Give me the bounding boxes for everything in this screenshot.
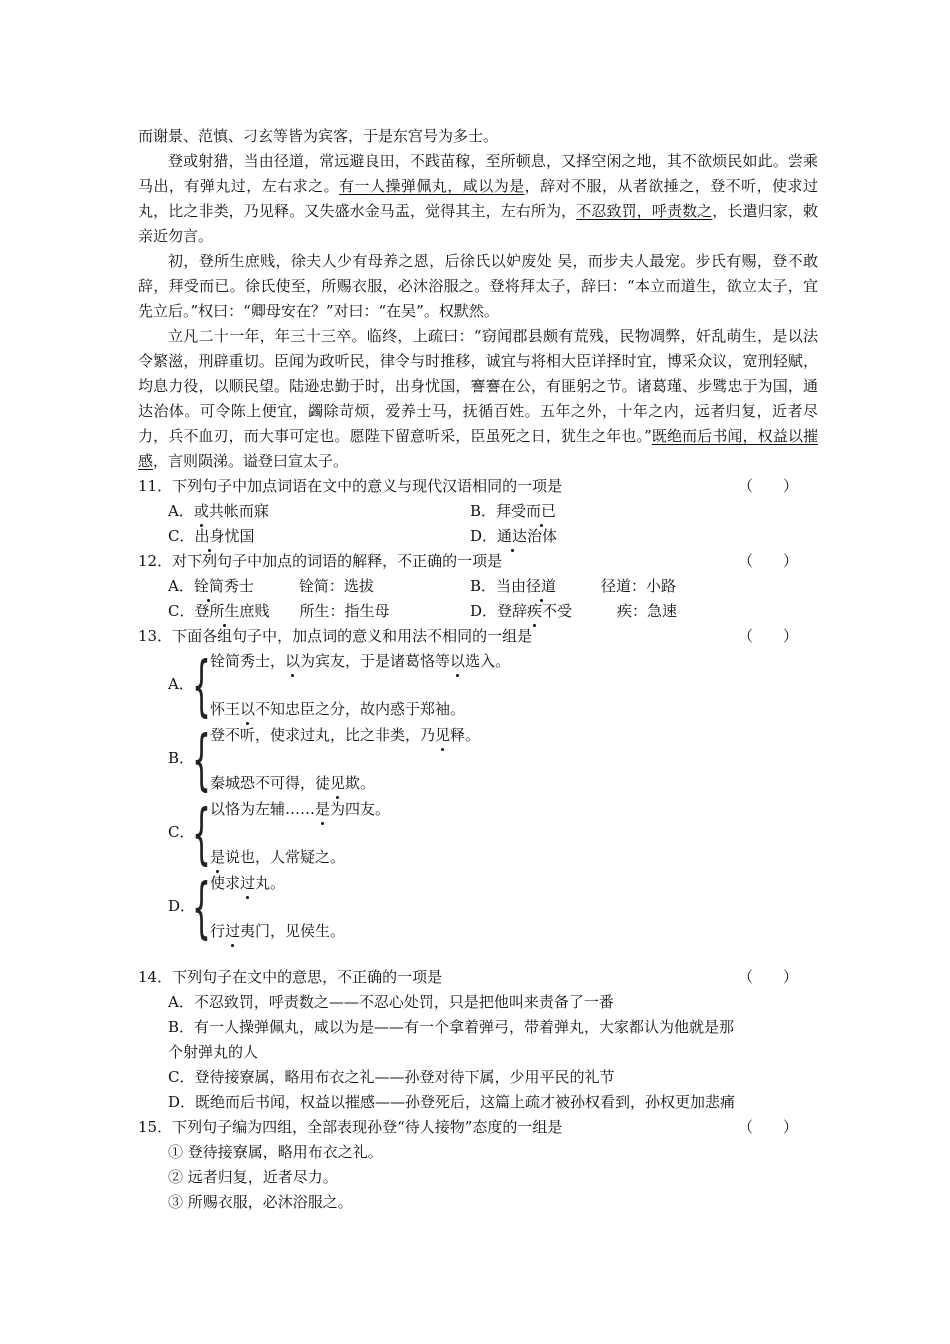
dotted-word: 是 <box>315 797 330 822</box>
passage-text: 立凡二十一年，年三十三卒。临终，上疏曰：“窃闻郡县颇有荒残，民物凋弊，奸乱萌生，是以法令繁滋，刑辟重切。臣闻为政听民，律令与时推移，诚宜与将相大臣详择时宜，博采众议，宽刑轻赋，均息力役，以顺民望。陆逊忠勤于时，出身忧国，謇謇在公，有匪躬之节。诸葛瑾、步骘忠于为国，通达治体。可令陈上便宜，蠲除苛烦，爱养士马，抚循百姓。五年之外，十年之内，远者归复，近者尽力，兵不血刃，而大事可定也。愿陛下留意听采，臣虽死之日，犹生之年也。” <box>138 327 818 445</box>
dotted-word: 铨简 <box>194 574 224 599</box>
q12-option-b: B．当由径道 径道：小路 <box>470 574 676 599</box>
brace-icon: { <box>192 647 211 724</box>
passage-text: 登或射猎，当由径道，常远避良田，不践苗稼，至所顿息，又择空闲之地，其不欲烦民如此。尝乘马出，有弹丸过，左右求之。 <box>138 152 818 195</box>
q15-item-1: ① 登待接寮属，略用布衣之礼。 <box>168 1143 383 1161</box>
brace-icon: { <box>192 795 211 872</box>
passage-text: 初，登所生庶贱，徐夫人少有母养之恩，后徐氏以妒废处 吴，而步夫人最宠。步氏有赐，登不敢辞，拜受而已。徐氏使至，所赐衣服，必沐浴服之。登将拜太子，辞曰：“本立而道生，欲立太子，宜先立后。”权曰：“卿母安在？”对曰：“在吴”。权默然。 <box>138 252 818 320</box>
q15-item-3: ③ 所赐衣服，必沐浴服之。 <box>168 1193 353 1211</box>
passage-paragraph-4 <box>138 324 818 474</box>
q14-option-d: D．既绝而后书闻，权益以摧感——孙登死后，这篇上疏才被孙权看到，孙权更加悲痛 <box>168 1093 736 1111</box>
answer-blank: （ ） <box>737 968 798 986</box>
passage-paragraph-2 <box>138 149 818 249</box>
dotted-word: 径道 <box>526 574 556 599</box>
document-page <box>138 124 818 1215</box>
passage-text: 而谢景、范慎、刁玄等皆为宾客，于是东宫号为多士。 <box>138 127 499 145</box>
question-stem: 11．下列句子中加点词语在文中的意义与现代汉语相同的一项是 <box>138 477 563 495</box>
dotted-word: 而已 <box>526 499 556 524</box>
q13-option-c <box>138 797 818 871</box>
passage-paragraph-3 <box>138 249 818 324</box>
dotted-word: 见 <box>435 723 450 748</box>
dotted-word: 过 <box>225 919 240 944</box>
q15-item-2: ② 远者归复，近者尽力。 <box>168 1168 338 1186</box>
passage-text: ，言则陨涕。谥登曰宣太子。 <box>153 452 349 470</box>
option-label: A． <box>168 675 194 693</box>
q11-option-d: D．通达治体 <box>470 524 557 549</box>
q11-option-b: B．拜受而已 <box>470 499 556 524</box>
q11-option-c: C．出身忧国 <box>168 524 255 549</box>
dotted-word: 是 <box>210 845 225 870</box>
dotted-word: 疾 <box>527 599 542 624</box>
question-11 <box>138 474 818 499</box>
q13-a-sentence-2: 怀王以不知忠臣之分，故内惑于郑袖。 <box>210 697 465 722</box>
question-14 <box>138 965 818 990</box>
dotted-word: 以 <box>450 649 465 674</box>
answer-blank: （ ） <box>737 477 798 495</box>
passage-paragraph-1 <box>138 124 818 149</box>
q12-option-a: A．铨简秀士 铨简：选拔 <box>168 574 374 599</box>
question-stem: 15．下列句子编为四组，全部表现孙登“待人接物”态度的一组是 <box>138 1118 563 1136</box>
q13-option-a <box>138 649 818 723</box>
q12-option-d: D．登辞疾不受 疾：急速 <box>470 599 677 624</box>
answer-blank: （ ） <box>737 627 798 645</box>
q13-d-sentence-1: 使求过丸。 <box>210 871 285 896</box>
q12-options-row-1 <box>138 574 818 599</box>
option-label: B． <box>168 749 195 767</box>
answer-blank: （ ） <box>737 552 798 570</box>
question-stem: 14．下列句子在文中的意思，不正确的一项是 <box>138 968 443 986</box>
q13-d-sentence-2: 行过夷门，见侯生。 <box>210 919 345 944</box>
q13-a-sentence-1: 铨简秀士，以为宾友，于是诸葛恪等以选入。 <box>210 649 510 674</box>
question-12 <box>138 549 818 574</box>
underlined-sentence: 不忍致罚，呼责数之 <box>576 202 713 220</box>
question-13 <box>138 624 818 649</box>
q12-options-row-2 <box>138 599 818 624</box>
dotted-word: 以 <box>285 649 300 674</box>
q11-options-row-2 <box>138 524 818 549</box>
q11-options-row-1 <box>138 499 818 524</box>
dotted-word: 以 <box>240 697 255 722</box>
dotted-word: 过 <box>240 871 255 896</box>
q13-option-d <box>138 871 818 945</box>
q13-option-b <box>138 723 818 797</box>
q14-option-b: B．有一人操弹佩丸，咸以为是——有一个拿着弹弓，带着弹丸，大家都认为他就是那 <box>168 1018 735 1036</box>
answer-blank: （ ） <box>737 1118 798 1136</box>
option-label: C． <box>168 823 195 841</box>
dotted-word: 所生 <box>209 599 239 624</box>
question-stem: 13．下面各组句子中，加点词的意义和用法不相同的一组是 <box>138 627 533 645</box>
q13-b-sentence-2: 秦城恐不可得，徒见欺。 <box>210 771 375 796</box>
q13-b-sentence-1: 登不听，使求过丸，比之非类，乃见释。 <box>210 723 480 748</box>
dotted-word: 见 <box>330 771 345 796</box>
underlined-sentence: 有一人操弹佩丸，咸以为是 <box>339 177 525 195</box>
q11-option-a: A．或共帐而寐 <box>168 499 269 524</box>
dotted-word: 通达 <box>497 524 527 549</box>
underlined-sentence: 既绝而后书闻，权益以摧感 <box>138 427 818 470</box>
dotted-word: 或 <box>194 499 209 524</box>
q13-c-sentence-1: 以恪为左辅……是为四友。 <box>210 797 390 822</box>
q14-option-b-continued: 个射弹丸的人 <box>168 1043 259 1061</box>
option-label: D． <box>168 897 196 915</box>
q13-c-sentence-2: 是说也，人常疑之。 <box>210 845 345 870</box>
question-15 <box>138 1115 818 1140</box>
passage-text: ，辞对不服，从者欲捶之，登不听，使求过丸，比之非类，乃见释。又失盛水金马盂，觉得其主，左右所为， <box>138 177 818 220</box>
dotted-word: 出身 <box>194 524 224 549</box>
brace-icon: { <box>192 721 211 798</box>
q14-option-c: C．登待接寮属，略用布衣之礼——孙登对待下属，少用平民的礼节 <box>168 1068 615 1086</box>
q14-option-a: A．不忍致罚，呼责数之——不忍心处罚，只是把他叫来责备了一番 <box>168 993 614 1011</box>
passage-text: ，长遣归家，敕亲近勿言。 <box>138 202 818 245</box>
q12-option-c: C．登所生庶贱 所生：指生母 <box>168 599 390 624</box>
question-stem: 12．对下列句子中加点的词语的解释，不正确的一项是 <box>138 552 503 570</box>
brace-icon: { <box>192 869 211 946</box>
